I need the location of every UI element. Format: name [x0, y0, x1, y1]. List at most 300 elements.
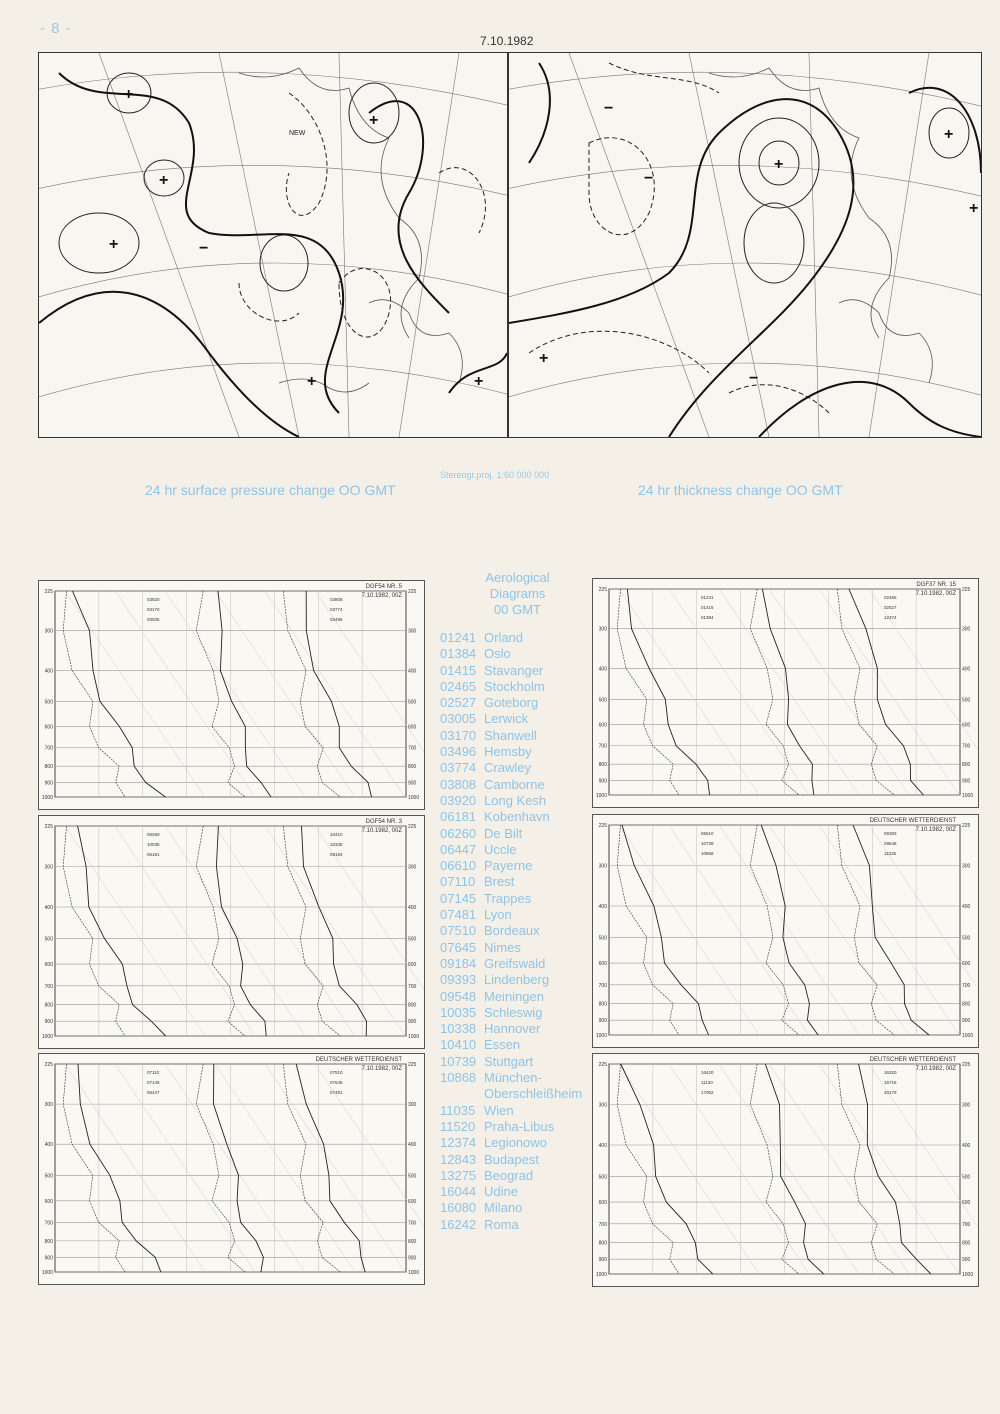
- station-name: Lindenberg: [484, 972, 550, 988]
- station-name: Long Kesh: [484, 792, 547, 808]
- station-code: 07145: [440, 890, 477, 906]
- pressure-label-right: 600: [962, 1200, 971, 1207]
- pressure-label-right: 1000: [962, 1033, 974, 1039]
- station-name: Greifswald: [484, 955, 546, 971]
- station-code: 10410: [440, 1037, 477, 1053]
- pressure-label-right: 900: [408, 780, 417, 787]
- station-name: Camborne: [484, 776, 545, 792]
- thickness-map-svg: [509, 53, 981, 437]
- pressure-label-right: 1000: [408, 1034, 420, 1040]
- station-row: [440, 695, 595, 711]
- station-name: Oberschleißheim: [484, 1086, 583, 1102]
- legend-station-code: 03005: [147, 617, 160, 622]
- pressure-label-right: 900: [962, 778, 971, 785]
- legend-station-code: 03496: [330, 617, 343, 622]
- pressure-label-right: 700: [408, 1220, 417, 1227]
- station-row: [440, 1217, 595, 1233]
- diagram-date: 7.10.1982, 00Z: [361, 828, 402, 834]
- pressure-label-left: 800: [44, 1238, 53, 1245]
- pressure-label-left: 1000: [41, 1270, 53, 1276]
- station-code: 12374: [440, 1135, 477, 1151]
- pressure-label-right: 800: [962, 1001, 971, 1008]
- diagram-date: 7.10.1982, 00Z: [361, 1066, 402, 1072]
- heading-line-3: 00 GMT: [494, 602, 541, 617]
- pressure-label-left: 800: [598, 1240, 607, 1247]
- pressure-label-left: 800: [598, 1001, 607, 1008]
- station-row: [440, 826, 595, 842]
- pressure-label-left: 1000: [595, 793, 607, 799]
- legend-station-code: 10410: [330, 832, 343, 837]
- svg-text:+: +: [124, 86, 134, 103]
- station-row: [440, 1005, 595, 1021]
- station-code: 10739: [440, 1053, 477, 1069]
- pressure-label-right: 900: [962, 1257, 971, 1264]
- station-list-heading: [440, 570, 595, 618]
- station-name: Trappes: [484, 890, 532, 906]
- station-row: [440, 874, 595, 890]
- svg-text:+: +: [109, 236, 119, 253]
- pressure-label-right: 800: [408, 1238, 417, 1245]
- pressure-label-right: 225: [408, 824, 417, 830]
- pressure-label-right: 400: [962, 666, 971, 673]
- station-code: 06181: [440, 809, 477, 825]
- pressure-label-right: 700: [408, 745, 417, 752]
- station-code: 03920: [440, 792, 477, 808]
- legend-station-code: 02527: [884, 605, 897, 610]
- aerological-diagram-right-1: [592, 578, 979, 808]
- station-code: 16044: [440, 1184, 477, 1200]
- svg-text:+: +: [159, 172, 169, 189]
- aerological-diagram-left-3: [38, 1053, 425, 1285]
- aerological-diagram-right-2: [592, 814, 979, 1048]
- station-name: Meiningen: [484, 988, 544, 1004]
- station-code: 11520: [440, 1118, 476, 1134]
- legend-station-code: 07645: [330, 1080, 343, 1085]
- pressure-label-left: 1000: [41, 1034, 53, 1040]
- pressure-label-right: 700: [962, 743, 971, 750]
- station-name: München-: [484, 1070, 542, 1086]
- station-name: Roma: [484, 1216, 519, 1232]
- station-name: Praha-Libus: [484, 1118, 555, 1134]
- pressure-label-right: 600: [408, 962, 417, 969]
- station-code: 16242: [440, 1216, 477, 1232]
- station-code: 07481: [440, 907, 477, 923]
- pressure-label-right: 300: [962, 863, 971, 870]
- pressure-label-right: 400: [408, 905, 417, 912]
- station-row: [440, 989, 595, 1005]
- diagram-date: 7.10.1982, 00Z: [915, 1066, 956, 1072]
- station-name: Uccle: [484, 841, 517, 857]
- station-name: Stavanger: [484, 662, 544, 678]
- pressure-label-right: 400: [962, 1143, 971, 1150]
- pressure-label-left: 700: [598, 982, 607, 989]
- pressure-label-right: 500: [962, 697, 971, 704]
- pressure-label-right: 225: [962, 1062, 971, 1068]
- aerological-diagram-right-3: [592, 1053, 979, 1287]
- thickness-change-map: [508, 52, 982, 438]
- station-row: [440, 744, 595, 760]
- pressure-label-left: 500: [44, 936, 53, 943]
- legend-station-code: 01241: [701, 595, 714, 600]
- pressure-label-right: 300: [962, 626, 971, 633]
- station-name: Wien: [484, 1102, 514, 1118]
- station-row: [440, 907, 595, 923]
- station-code: 10338: [440, 1021, 477, 1037]
- pressure-label-left: 225: [598, 587, 607, 593]
- station-code: 09393: [440, 972, 477, 988]
- pressure-label-left: 225: [44, 1062, 53, 1068]
- station-code: 06260: [440, 825, 477, 841]
- legend-station-code: 01384: [701, 615, 714, 620]
- pressure-label-right: 500: [408, 1173, 417, 1180]
- svg-text:+: +: [307, 373, 317, 390]
- station-row: [440, 646, 595, 662]
- pressure-label-right: 500: [408, 699, 417, 706]
- left-map-caption: 24 hr surface pressure change OO GMT: [145, 482, 396, 498]
- pressure-label-right: 1000: [962, 793, 974, 799]
- pressure-label-right: 225: [962, 823, 971, 829]
- svg-text:−: −: [749, 370, 759, 387]
- station-code: 02465: [440, 678, 477, 694]
- station-code: 01415: [440, 662, 477, 678]
- pressure-label-left: 1000: [595, 1272, 607, 1278]
- legend-station-code: 16320: [884, 1070, 897, 1075]
- pressure-label-left: 300: [598, 626, 607, 633]
- station-code: 09548: [440, 988, 477, 1004]
- station-row: [440, 679, 595, 695]
- pressure-label-left: 400: [598, 1143, 607, 1150]
- pressure-label-left: 300: [598, 863, 607, 870]
- pressure-label-left: 500: [44, 1173, 53, 1180]
- legend-station-code: 16420: [701, 1070, 714, 1075]
- station-name: Bordeaux: [484, 923, 540, 939]
- station-name: Essen: [484, 1037, 521, 1053]
- station-row: [440, 972, 595, 988]
- station-code: 02527: [440, 695, 477, 711]
- station-row: [440, 1184, 595, 1200]
- svg-text:+: +: [774, 156, 784, 173]
- station-row: [440, 777, 595, 793]
- pressure-label-left: 800: [44, 1002, 53, 1009]
- pressure-label-left: 300: [44, 628, 53, 635]
- pressure-label-left: 300: [598, 1102, 607, 1109]
- pressure-label-left: 600: [598, 961, 607, 968]
- pressure-label-left: 700: [598, 743, 607, 750]
- new-label: NEW: [289, 130, 306, 137]
- pressure-label-right: 800: [962, 762, 971, 769]
- station-row: [440, 1200, 595, 1216]
- station-row: [440, 1103, 595, 1119]
- legend-station-code: 11130: [701, 1080, 713, 1085]
- pressure-label-right: 300: [408, 864, 417, 871]
- diagram-date: 7.10.1982, 00Z: [915, 827, 956, 833]
- svg-text:−: −: [644, 170, 654, 187]
- station-row: [440, 858, 595, 874]
- svg-text:+: +: [539, 350, 549, 367]
- station-name: Stuttgart: [484, 1053, 534, 1069]
- station-row: [440, 663, 595, 679]
- station-row: [440, 1152, 595, 1168]
- pressure-label-right: 225: [408, 589, 417, 595]
- legend-station-code: 10035: [147, 842, 160, 847]
- page-number: - 8 -: [40, 20, 72, 37]
- pressure-label-left: 500: [44, 699, 53, 706]
- station-code: 10868: [440, 1070, 477, 1086]
- pressure-label-right: 900: [962, 1018, 971, 1025]
- pressure-label-right: 800: [962, 1240, 971, 1247]
- station-row: [440, 842, 595, 858]
- pressure-label-left: 500: [598, 935, 607, 942]
- legend-station-code: 09184: [330, 852, 343, 857]
- pressure-label-left: 900: [598, 1257, 607, 1264]
- station-code: 03005: [440, 711, 477, 727]
- station-code: [440, 1086, 484, 1102]
- station-name: Goteborg: [484, 695, 539, 711]
- station-name: Brest: [484, 874, 515, 890]
- pressure-label-left: 1000: [41, 795, 53, 801]
- station-row: [440, 1135, 595, 1151]
- station-name: Orland: [484, 630, 524, 645]
- diagram-svg-right-2: [593, 815, 978, 1047]
- legend-station-code: 10868: [701, 851, 714, 856]
- svg-text:−: −: [199, 240, 209, 257]
- heading-line-2: Diagrams: [489, 586, 546, 601]
- legend-station-code: 16716: [884, 1080, 897, 1085]
- station-row: [440, 1037, 595, 1053]
- station-name: Nimes: [484, 939, 521, 955]
- pressure-label-left: 600: [44, 962, 53, 969]
- pressure-label-right: 900: [408, 1019, 417, 1026]
- diagram-svg-right-1: [593, 579, 978, 807]
- station-list: [440, 570, 595, 1233]
- legend-station-code: 06260: [147, 832, 160, 837]
- pressure-label-left: 400: [44, 668, 53, 675]
- pressure-label-right: 800: [408, 764, 417, 771]
- station-name: Beograd: [484, 1167, 534, 1183]
- pressure-label-left: 1000: [595, 1033, 607, 1039]
- pressure-label-left: 225: [44, 589, 53, 595]
- pressure-label-right: 1000: [408, 1270, 420, 1276]
- diagram-date: 7.10.1982, 00Z: [361, 593, 402, 599]
- pressure-label-right: 300: [962, 1102, 971, 1109]
- station-code: 07110: [440, 874, 476, 890]
- station-code: 10035: [440, 1004, 477, 1020]
- station-name: Oslo: [484, 646, 511, 662]
- pressure-label-right: 800: [408, 1002, 417, 1009]
- aerological-diagram-left-2: [38, 815, 425, 1049]
- station-code: 03170: [440, 727, 477, 743]
- station-code: 03808: [440, 776, 477, 792]
- pressure-label-right: 700: [408, 983, 417, 990]
- legend-station-code: 07145: [147, 1080, 160, 1085]
- pressure-label-right: 300: [408, 1102, 417, 1109]
- station-code: 03496: [440, 744, 477, 760]
- pressure-label-right: 500: [962, 935, 971, 942]
- svg-text:−: −: [604, 100, 614, 117]
- pressure-label-left: 225: [598, 823, 607, 829]
- pressure-label-left: 600: [44, 1198, 53, 1205]
- diagram-header: DGF54 NR. 5: [365, 584, 402, 590]
- station-code: 06447: [440, 841, 477, 857]
- svg-text:+: +: [969, 200, 979, 217]
- pressure-label-right: 700: [962, 982, 971, 989]
- pressure-label-left: 900: [44, 1019, 53, 1026]
- station-code: 11035: [440, 1102, 476, 1118]
- pressure-label-right: 600: [962, 961, 971, 968]
- surface-pressure-change-map: [38, 52, 508, 438]
- legend-station-code: 09393: [884, 831, 897, 836]
- station-name: Shanwell: [484, 727, 537, 743]
- pressure-label-right: 600: [962, 722, 971, 729]
- pressure-label-right: 400: [408, 1142, 417, 1149]
- svg-text:+: +: [369, 112, 379, 129]
- station-row: [440, 711, 595, 727]
- station-name: Legionowo: [484, 1135, 547, 1151]
- legend-station-code: 06610: [701, 831, 714, 836]
- pressure-label-left: 400: [44, 1142, 53, 1149]
- legend-station-code: 09548: [884, 841, 897, 846]
- station-row: [440, 630, 595, 646]
- pressure-label-right: 900: [408, 1255, 417, 1262]
- station-code: 16080: [440, 1200, 477, 1216]
- pressure-label-left: 400: [598, 904, 607, 911]
- pressure-label-right: 1000: [962, 1272, 974, 1278]
- station-name: Milano: [484, 1200, 523, 1216]
- pressure-label-left: 700: [44, 1220, 53, 1227]
- legend-station-code: 40179: [884, 1090, 897, 1095]
- pressure-label-left: 600: [598, 722, 607, 729]
- station-code: 06610: [440, 858, 477, 874]
- station-name: Lerwick: [484, 711, 529, 727]
- legend-station-code: 03170: [147, 607, 160, 612]
- heading-line-1: Aerological: [485, 570, 550, 585]
- station-row: [440, 793, 595, 809]
- pressure-label-right: 1000: [408, 795, 420, 801]
- legend-station-code: 03920: [147, 597, 160, 602]
- diagram-header: DEUTSCHER WETTERDIENST: [315, 1057, 402, 1063]
- legend-station-code: 17062: [701, 1090, 714, 1095]
- pressure-label-left: 700: [44, 983, 53, 990]
- station-row: [440, 891, 595, 907]
- station-row: [440, 728, 595, 744]
- pressure-label-left: 900: [598, 778, 607, 785]
- station-name: Budapest: [484, 1151, 539, 1167]
- pressure-label-left: 600: [598, 1200, 607, 1207]
- legend-station-code: 03808: [330, 597, 343, 602]
- pressure-label-left: 700: [44, 745, 53, 752]
- station-name: Kobenhavn: [484, 809, 550, 825]
- pressure-label-right: 600: [408, 1198, 417, 1205]
- pressure-label-left: 225: [44, 824, 53, 830]
- station-name: Hemsby: [484, 744, 532, 760]
- pressure-label-left: 900: [44, 1255, 53, 1262]
- legend-station-code: 02465: [884, 595, 897, 600]
- station-name: Udine: [484, 1184, 518, 1200]
- station-name: Lyon: [484, 907, 512, 923]
- station-code: 01384: [440, 646, 477, 662]
- legend-station-code: 01415: [701, 605, 714, 610]
- station-code: 12843: [440, 1151, 477, 1167]
- station-code: 07645: [440, 939, 477, 955]
- legend-station-code: 07510: [330, 1070, 343, 1075]
- station-code: 03774: [440, 760, 477, 776]
- pressure-label-left: 300: [44, 864, 53, 871]
- page-date: 7.10.1982: [480, 34, 534, 48]
- pressure-label-right: 500: [962, 1174, 971, 1181]
- legend-station-code: 10739: [701, 841, 714, 846]
- diagram-svg-right-3: [593, 1054, 978, 1286]
- pressure-label-right: 225: [962, 587, 971, 593]
- legend-station-code: 07110: [147, 1070, 160, 1075]
- pressure-label-right: 400: [408, 668, 417, 675]
- pressure-label-right: 500: [408, 936, 417, 943]
- svg-text:+: +: [474, 373, 484, 390]
- legend-station-code: 07481: [330, 1090, 343, 1095]
- pressure-label-left: 600: [44, 724, 53, 731]
- station-code: 07510: [440, 923, 477, 939]
- station-row: [440, 1054, 595, 1070]
- right-map-caption: 24 hr thickness change OO GMT: [638, 482, 843, 498]
- pressure-label-right: 225: [408, 1062, 417, 1068]
- station-row: [440, 809, 595, 825]
- diagram-header: DGF37 NR. 15: [916, 582, 956, 588]
- diagram-svg-left-3: [39, 1054, 424, 1284]
- station-row: [440, 940, 595, 956]
- legend-station-code: 10338: [330, 842, 343, 847]
- station-row: [440, 1168, 595, 1184]
- station-name: Crawley: [484, 760, 531, 776]
- pressure-label-right: 300: [408, 628, 417, 635]
- station-row: [440, 956, 595, 972]
- legend-station-code: 03774: [330, 607, 343, 612]
- svg-text:+: +: [944, 126, 954, 143]
- station-row: [440, 923, 595, 939]
- legend-station-code: 06447: [147, 1090, 160, 1095]
- pressure-label-right: 400: [962, 904, 971, 911]
- station-code: 13275: [440, 1167, 477, 1183]
- station-code: 09184: [440, 955, 477, 971]
- station-name: Payerne: [484, 858, 533, 874]
- surface-pressure-map-svg: [39, 53, 507, 437]
- pressure-label-left: 900: [44, 780, 53, 787]
- diagram-header: DEUTSCHER WETTERDIENST: [869, 818, 956, 824]
- pressure-label-left: 700: [598, 1221, 607, 1228]
- pressure-label-left: 800: [598, 762, 607, 769]
- pressure-label-left: 500: [598, 1174, 607, 1181]
- pressure-label-left: 500: [598, 697, 607, 704]
- station-name: De Bilt: [484, 825, 523, 841]
- pressure-label-left: 225: [598, 1062, 607, 1068]
- pressure-label-right: 600: [408, 724, 417, 731]
- station-row: [440, 1119, 595, 1135]
- diagram-header: DEUTSCHER WETTERDIENST: [869, 1057, 956, 1063]
- station-name: Stockholm: [484, 678, 545, 694]
- station-row: [440, 760, 595, 776]
- legend-station-code: 06181: [147, 852, 160, 857]
- station-code: 01241: [440, 630, 477, 645]
- projection-note: Stereogr.proj. 1:60 000 000: [440, 470, 550, 480]
- legend-station-code: 11035: [884, 851, 897, 856]
- station-name: Schleswig: [484, 1004, 543, 1020]
- diagram-svg-left-1: [39, 581, 424, 809]
- station-rows: [440, 630, 595, 1233]
- pressure-label-left: 900: [598, 1018, 607, 1025]
- pressure-label-left: 800: [44, 764, 53, 771]
- pressure-label-left: 400: [44, 905, 53, 912]
- legend-station-code: 12374: [884, 615, 897, 620]
- pressure-label-right: 700: [962, 1221, 971, 1228]
- aerological-diagram-left-1: [38, 580, 425, 810]
